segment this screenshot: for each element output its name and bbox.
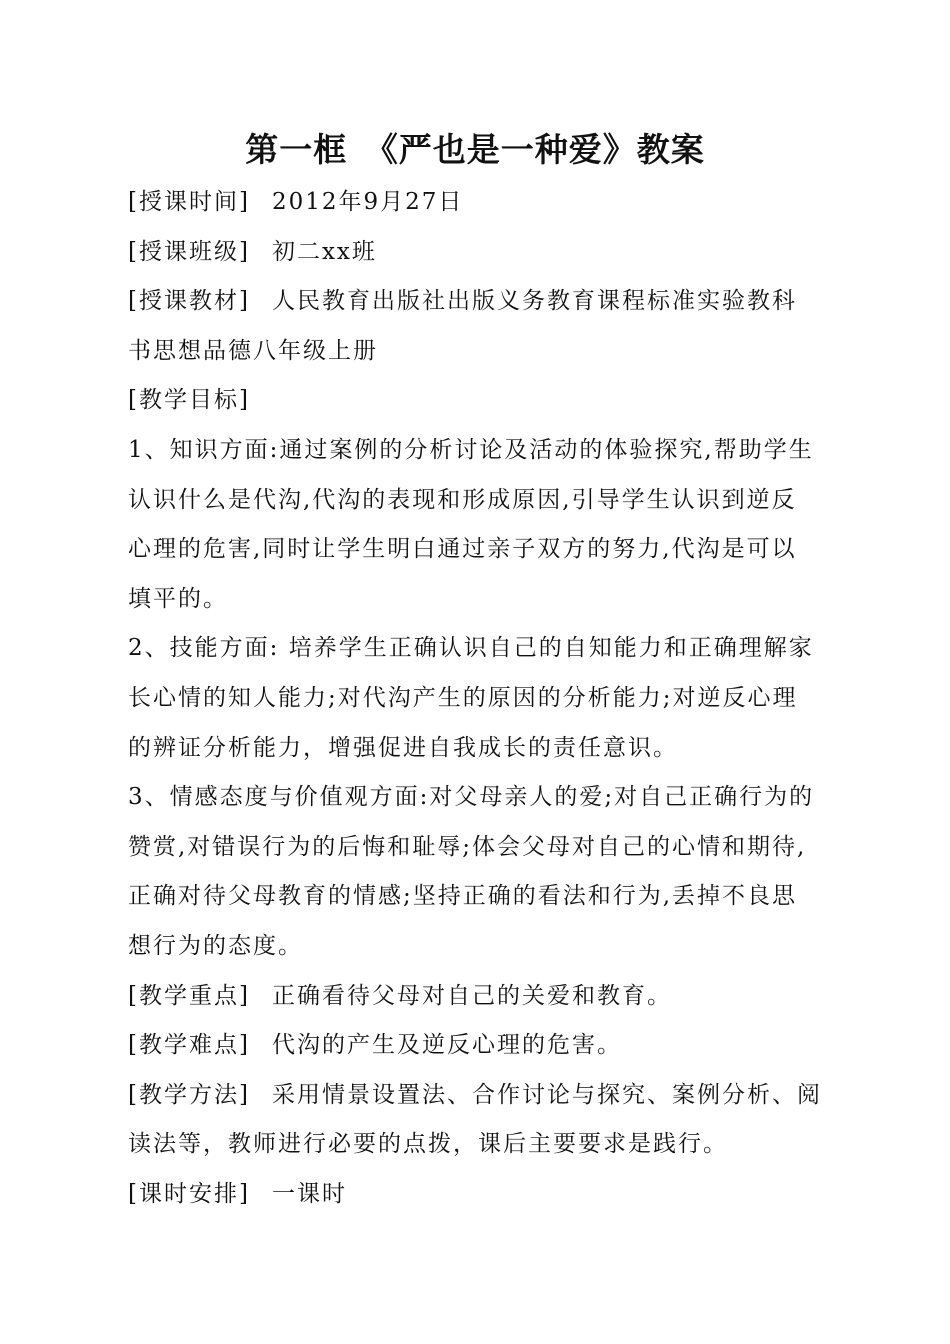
line-text: 正确对待父母教育的情感;坚持正确的看法和行为,丢掉不良思 [128, 883, 798, 910]
section-label: [教学方法] [128, 1081, 250, 1108]
line-text: 代沟的产生及逆反心理的危害。 [271, 1032, 622, 1059]
text-line [128, 972, 828, 1022]
section-label: [授课教材] [128, 288, 250, 315]
line-text: 采用情景设置法、合作讨论与探究、案例分析、阅 [271, 1081, 822, 1108]
text-line [128, 624, 828, 674]
text-line [128, 1120, 828, 1170]
line-text: 赞赏,对错误行为的后悔和耻辱;体会父母对自己的心情和期待, [128, 833, 807, 860]
text-line [128, 476, 828, 526]
section-label: [教学目标] [128, 387, 250, 414]
text-line [128, 674, 828, 724]
text-line [128, 575, 828, 625]
line-text: 心理的危害,同时让学生明白通过亲子双方的努力,代沟是可以 [128, 536, 797, 563]
text-line [128, 773, 828, 823]
line-text: 3、情感态度与价值观方面:对父母亲人的爱;对自己正确行为的 [128, 784, 815, 811]
line-text: 正确看待父母对自己的关爱和教育。 [271, 982, 672, 1009]
line-text: 书思想品德八年级上册 [128, 337, 378, 364]
line-text: 读法等，教师进行必要的点拨，课后主要要求是践行。 [128, 1131, 728, 1158]
page-title: 第一框 《严也是一种爱》教案 [245, 130, 705, 169]
line-text: 2、技能方面: 培养学生正确认识自己的自知能力和正确理解家 [128, 635, 814, 662]
line-text: 想行为的态度。 [128, 932, 303, 959]
text-line [128, 922, 828, 972]
text-line [128, 426, 828, 476]
line-text: 填平的。 [128, 585, 228, 612]
text-line [128, 178, 828, 228]
text-line [128, 823, 828, 873]
text-line [128, 376, 828, 426]
text-line [128, 228, 828, 278]
section-label: [授课时间] [128, 189, 250, 215]
text-line [128, 1021, 828, 1071]
text-line [128, 327, 828, 377]
line-text: 一课时 [271, 1180, 347, 1207]
text-line [128, 277, 828, 327]
line-text: 认识什么是代沟,代沟的表现和形成原因,引导学生认识到逆反 [128, 486, 797, 513]
section-label: [课时安排] [128, 1180, 250, 1207]
section-label: [教学难点] [128, 1032, 250, 1059]
text-line [128, 525, 828, 575]
section-label: [教学重点] [128, 982, 250, 1009]
line-text: 长心情的知人能力;对代沟产生的原因的分析能力;对逆反心理 [128, 684, 798, 711]
text-line [128, 1071, 828, 1121]
line-text: 初二xx班 [271, 238, 377, 265]
document-body [128, 178, 828, 1219]
text-line [128, 724, 828, 774]
text-line [128, 1170, 828, 1220]
line-text: 2012年9月27日 [271, 189, 464, 215]
line-text: 的辨证分析能力，增强促进自我成长的责任意识。 [128, 734, 678, 761]
line-text: 人民教育出版社出版义务教育课程标准实验教科 [271, 288, 797, 315]
section-label: [授课班级] [128, 238, 250, 265]
text-line [128, 872, 828, 922]
line-text: 1、知识方面:通过案例的分析讨论及活动的体验探究,帮助学生 [128, 436, 814, 463]
